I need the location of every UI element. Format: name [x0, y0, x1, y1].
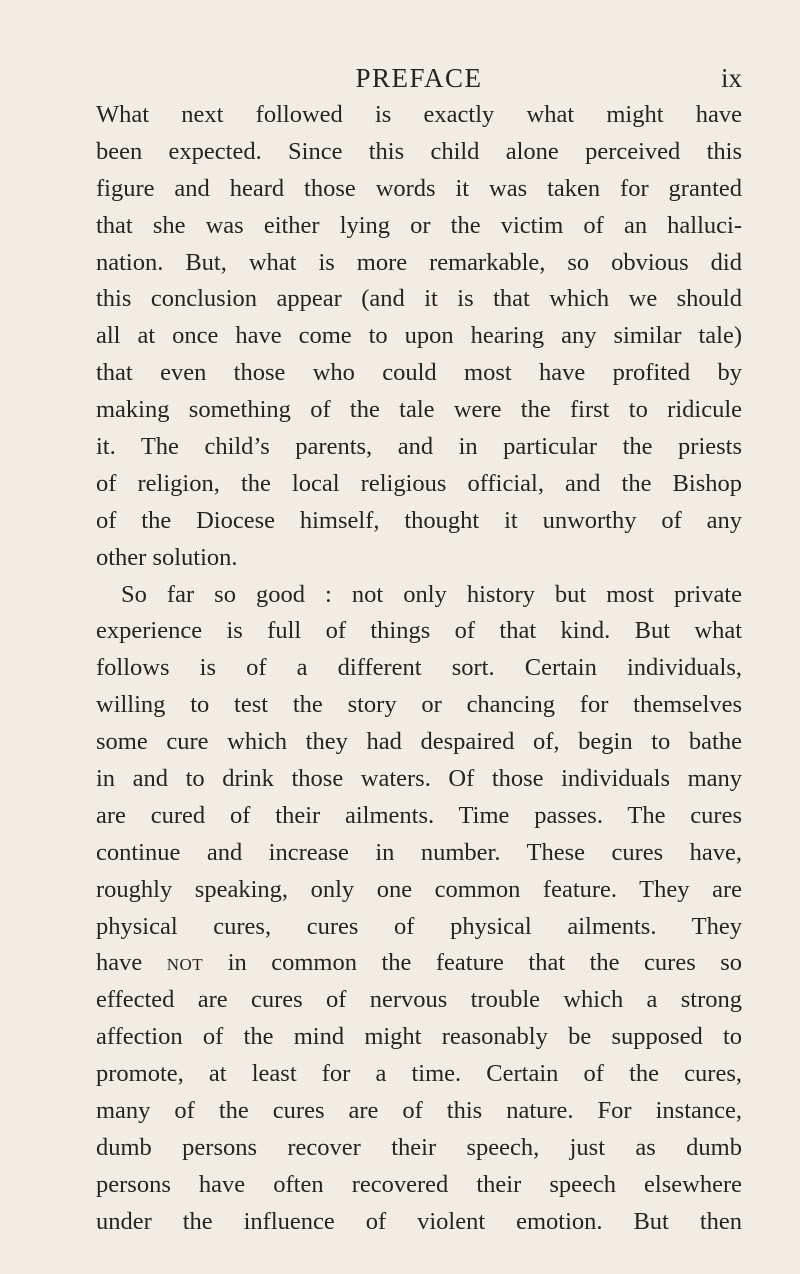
text-line: in and to drink those waters. Of those individuals many [96, 765, 742, 793]
text-line: making something of the tale were the first to ridicule [96, 396, 742, 424]
text-line: experience is full of things of that kind. But what [96, 617, 742, 645]
running-title: PREFACE [355, 63, 483, 93]
text-line: many of the cures are of this nature. For instance, [96, 1097, 742, 1125]
text-line: it. The child’s parents, and in particular the priests [96, 433, 742, 461]
text-line: effected are cures of nervous trouble which a strong [96, 986, 742, 1014]
text-line: physical cures, cures of physical ailments. They [96, 912, 742, 940]
text-line: continue and increase in number. These cures have, [96, 838, 742, 866]
page-number: ix [720, 63, 742, 93]
text-segment: have [96, 949, 167, 977]
text-line: other solution. [96, 543, 238, 571]
text-line: dumb persons recover their speech, just as dumb [96, 1133, 742, 1161]
text-line: willing to test the story or chancing for themselves [96, 691, 742, 719]
text-line: some cure which they had despaired of, begin to bathe [96, 728, 742, 756]
body-text [96, 97, 742, 1241]
text-line: What next followed is exactly what might have [96, 101, 742, 128]
text-line: this conclusion appear (and it is that which we should [96, 285, 742, 313]
text-line: nation. But, what is more remarkable, so obvious did [96, 248, 742, 276]
text-line: that she was either lying or the victim of an halluci- [96, 211, 742, 239]
small-caps-emphasis: not [166, 949, 204, 977]
page-header [96, 58, 742, 98]
text-line: affection of the mind might reasonably be supposed to [96, 1023, 742, 1051]
text-segment: in common the feature that the cures so [203, 949, 742, 977]
text-line: are cured of their ailments. Time passes. The cures [96, 801, 742, 829]
text-line-with-emphasis [96, 945, 742, 982]
text-line: follows is of a different sort. Certain individuals, [96, 654, 742, 682]
text-line: roughly speaking, only one common feature. They are [96, 875, 742, 903]
text-line: been expected. Since this child alone perceived this [96, 137, 742, 165]
text-line: all at once have come to upon hearing any similar tale) [96, 322, 742, 350]
text-line: figure and heard those words it was taken for granted [96, 174, 742, 202]
text-line: of the Diocese himself, thought it unworthy of any [96, 506, 742, 534]
text-line: under the influence of violent emotion. But then [96, 1207, 742, 1235]
text-line: promote, at least for a time. Certain of the cures, [96, 1060, 742, 1088]
text-line: that even those who could most have profited by [96, 359, 742, 387]
paragraph-start-line: So far so good : not only history but most private [121, 580, 742, 608]
text-line: persons have often recovered their speech elsewhere [96, 1170, 742, 1198]
text-line: of religion, the local religious official, and the Bishop [96, 469, 742, 497]
